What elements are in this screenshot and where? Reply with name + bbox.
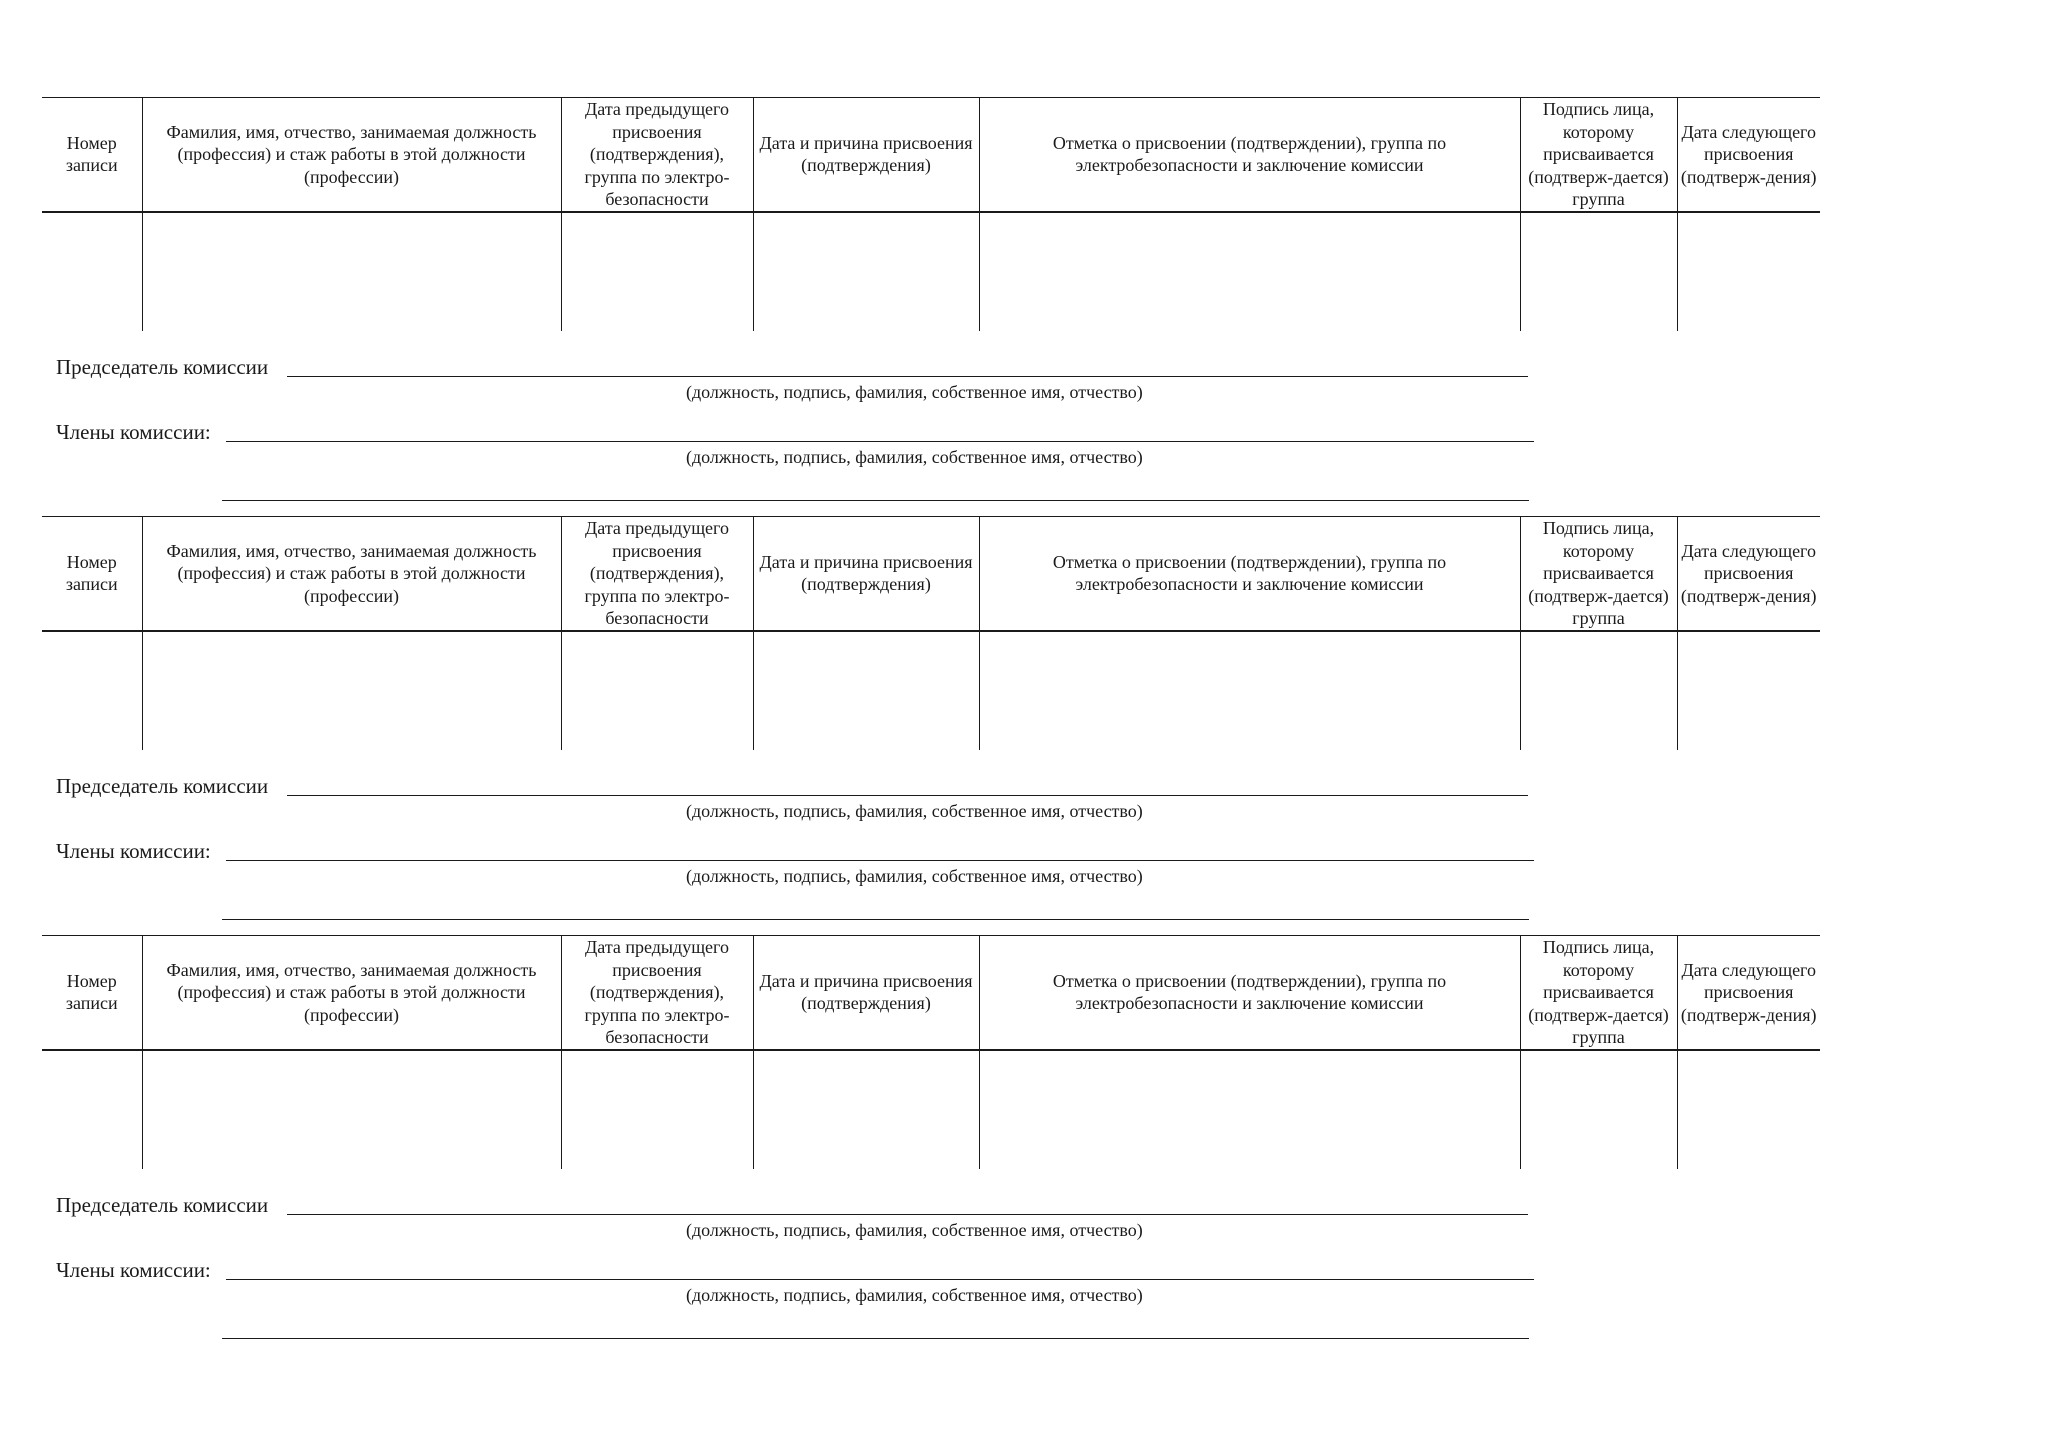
header-previous-assignment-date: Дата предыдущего присвоения (подтверждения), группа по электро-безопасности xyxy=(561,98,753,212)
header-full-name-position: Фамилия, имя, отчество, занимаемая должность (профессия) и стаж работы в этой должности (профессии) xyxy=(142,98,561,212)
cell-assignment-mark[interactable] xyxy=(979,631,1520,750)
header-full-name-position: Фамилия, имя, отчество, занимаемая должность (профессия) и стаж работы в этой должности (профессии) xyxy=(142,936,561,1050)
table-header-row xyxy=(42,517,1820,631)
cell-record-number[interactable] xyxy=(42,1050,142,1169)
cell-record-number[interactable] xyxy=(42,212,142,331)
header-full-name-position: Фамилия, имя, отчество, занимаемая должность (профессия) и стаж работы в этой должности (профессии) xyxy=(142,517,561,631)
header-assignment-date-reason: Дата и причина присвоения (подтверждения) xyxy=(753,98,979,212)
cell-signature[interactable] xyxy=(1520,212,1677,331)
table-row xyxy=(42,1050,1820,1169)
chairman-label: Председатель комиссии xyxy=(56,774,269,798)
members-label: Члены комиссии: xyxy=(56,1258,211,1282)
chairman-signature-line[interactable] xyxy=(287,1214,1528,1215)
header-signature: Подпись лица, которому присваивается (подтверж-дается) группа xyxy=(1520,98,1677,212)
members-hint: (должность, подпись, фамилия, собственное имя, отчество) xyxy=(686,1285,1143,1305)
header-assignment-mark: Отметка о присвоении (подтверждении), группа по электробезопасности и заключение комиссии xyxy=(979,936,1520,1050)
journal-block-2 xyxy=(0,516,2048,935)
members-signature-line[interactable] xyxy=(226,441,1534,442)
journal-table xyxy=(42,97,1820,331)
journal-block-3 xyxy=(0,935,2048,1354)
cell-next-assignment-date[interactable] xyxy=(1677,631,1820,750)
additional-member-signature-line[interactable] xyxy=(222,919,1529,920)
journal-table xyxy=(42,935,1820,1169)
cell-assignment-date-reason[interactable] xyxy=(753,212,979,331)
cell-previous-assignment-date[interactable] xyxy=(561,212,753,331)
cell-next-assignment-date[interactable] xyxy=(1677,1050,1820,1169)
header-next-assignment-date: Дата следующего присвоения (подтверж-дения) xyxy=(1677,98,1820,212)
members-signature-line[interactable] xyxy=(226,1279,1534,1280)
chairman-signature-line[interactable] xyxy=(287,795,1528,796)
header-previous-assignment-date: Дата предыдущего присвоения (подтверждения), группа по электро-безопасности xyxy=(561,517,753,631)
chairman-label: Председатель комиссии xyxy=(56,355,269,379)
table-row xyxy=(42,631,1820,750)
journal-table xyxy=(42,516,1820,750)
chairman-hint: (должность, подпись, фамилия, собственное имя, отчество) xyxy=(686,1220,1143,1240)
header-previous-assignment-date: Дата предыдущего присвоения (подтверждения), группа по электро-безопасности xyxy=(561,936,753,1050)
cell-signature[interactable] xyxy=(1520,631,1677,750)
chairman-signature-line[interactable] xyxy=(287,376,1528,377)
header-assignment-mark: Отметка о присвоении (подтверждении), группа по электробезопасности и заключение комиссии xyxy=(979,517,1520,631)
table-header-row xyxy=(42,98,1820,212)
header-assignment-date-reason: Дата и причина присвоения (подтверждения) xyxy=(753,517,979,631)
members-hint: (должность, подпись, фамилия, собственное имя, отчество) xyxy=(686,447,1143,467)
header-next-assignment-date: Дата следующего присвоения (подтверж-дения) xyxy=(1677,517,1820,631)
header-signature: Подпись лица, которому присваивается (подтверж-дается) группа xyxy=(1520,517,1677,631)
cell-full-name-position[interactable] xyxy=(142,212,561,331)
members-label: Члены комиссии: xyxy=(56,420,211,444)
cell-assignment-mark[interactable] xyxy=(979,1050,1520,1169)
cell-assignment-date-reason[interactable] xyxy=(753,1050,979,1169)
chairman-hint: (должность, подпись, фамилия, собственное имя, отчество) xyxy=(686,801,1143,821)
members-label: Члены комиссии: xyxy=(56,839,211,863)
header-assignment-mark: Отметка о присвоении (подтверждении), группа по электробезопасности и заключение комиссии xyxy=(979,98,1520,212)
cell-full-name-position[interactable] xyxy=(142,1050,561,1169)
header-signature: Подпись лица, которому присваивается (подтверж-дается) группа xyxy=(1520,936,1677,1050)
cell-previous-assignment-date[interactable] xyxy=(561,631,753,750)
additional-member-signature-line[interactable] xyxy=(222,1338,1529,1339)
members-signature-line[interactable] xyxy=(226,860,1534,861)
chairman-label: Председатель комиссии xyxy=(56,1193,269,1217)
cell-full-name-position[interactable] xyxy=(142,631,561,750)
cell-previous-assignment-date[interactable] xyxy=(561,1050,753,1169)
cell-signature[interactable] xyxy=(1520,1050,1677,1169)
cell-assignment-mark[interactable] xyxy=(979,212,1520,331)
cell-record-number[interactable] xyxy=(42,631,142,750)
header-next-assignment-date: Дата следующего присвоения (подтверж-дения) xyxy=(1677,936,1820,1050)
chairman-hint: (должность, подпись, фамилия, собственное имя, отчество) xyxy=(686,382,1143,402)
header-record-number: Номер записи xyxy=(42,936,142,1050)
members-hint: (должность, подпись, фамилия, собственное имя, отчество) xyxy=(686,866,1143,886)
additional-member-signature-line[interactable] xyxy=(222,500,1529,501)
header-assignment-date-reason: Дата и причина присвоения (подтверждения) xyxy=(753,936,979,1050)
cell-assignment-date-reason[interactable] xyxy=(753,631,979,750)
cell-next-assignment-date[interactable] xyxy=(1677,212,1820,331)
header-record-number: Номер записи xyxy=(42,98,142,212)
table-row xyxy=(42,212,1820,331)
header-record-number: Номер записи xyxy=(42,517,142,631)
table-header-row xyxy=(42,936,1820,1050)
journal-block-1 xyxy=(0,97,2048,516)
